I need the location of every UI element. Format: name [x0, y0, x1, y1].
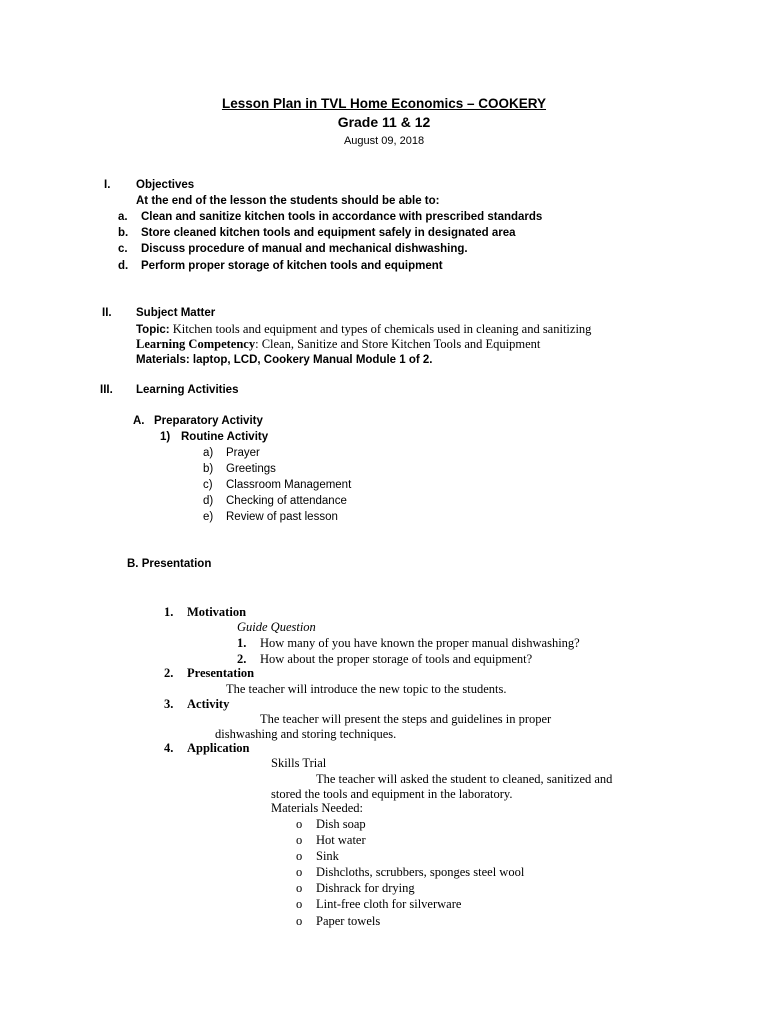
list-marker: d.	[118, 260, 129, 272]
routine-item: Checking of attendance	[226, 495, 347, 507]
list-marker: 1.	[164, 605, 174, 619]
preparatory-activity-heading: Preparatory Activity	[154, 415, 263, 427]
material-item: Sink	[316, 849, 339, 863]
list-marker: 2.	[164, 666, 174, 680]
list-marker: a.	[118, 211, 128, 223]
presentation-text: The teacher will introduce the new topic to the students.	[226, 682, 507, 696]
application-text: The teacher will asked the student to cleaned, sanitized and	[316, 772, 613, 786]
list-marker: 1.	[237, 636, 247, 650]
topic-label: Topic:	[136, 324, 170, 336]
bullet: o	[296, 881, 303, 895]
objective-item: Discuss procedure of manual and mechanical dishwashing.	[141, 243, 468, 255]
section-number: I.	[104, 179, 111, 191]
bullet: o	[296, 849, 303, 863]
list-marker: e)	[203, 511, 214, 523]
competency-text: : Clean, Sanitize and Store Kitchen Tools and Equipment	[255, 337, 541, 351]
section-number: III.	[100, 384, 113, 396]
routine-item: Prayer	[226, 447, 260, 459]
list-marker: c.	[118, 243, 128, 255]
objectives-intro: At the end of the lesson the students should be able to:	[136, 195, 440, 207]
section-heading-objectives: Objectives	[136, 179, 195, 191]
list-marker: b.	[118, 227, 129, 239]
list-marker: A.	[133, 415, 145, 427]
activity-heading: Activity	[187, 697, 230, 711]
list-marker: 1)	[160, 431, 171, 443]
guide-question-item: How many of you have known the proper manual dishwashing?	[260, 636, 580, 650]
objective-item: Clean and sanitize kitchen tools in accordance with prescribed standards	[141, 211, 543, 223]
competency-label: Learning Competency	[136, 337, 256, 351]
document-title: Lesson Plan in TVL Home Economics – COOKERY	[221, 96, 547, 111]
lesson-date: August 09, 2018	[343, 135, 425, 147]
list-marker: a)	[203, 447, 214, 459]
list-marker: 2.	[237, 652, 247, 666]
activity-text: The teacher will present the steps and guidelines in proper	[260, 712, 552, 726]
topic-text: Kitchen tools and equipment and types of chemicals used in cleaning and sanitizing	[169, 322, 592, 336]
activity-text: dishwashing and storing techniques.	[215, 727, 397, 741]
application-heading: Application	[187, 741, 250, 755]
presentation-heading: B. Presentation	[127, 558, 212, 570]
bullet: o	[296, 865, 303, 879]
list-marker: b)	[203, 463, 214, 475]
bullet: o	[296, 897, 303, 911]
section-heading-learning-activities: Learning Activities	[136, 384, 239, 396]
grade-level: Grade 11 & 12	[337, 114, 431, 130]
materials-line: Materials: laptop, LCD, Cookery Manual Module 1 of 2.	[136, 354, 433, 366]
guide-question-label: Guide Question	[237, 620, 316, 634]
routine-activity-heading: Routine Activity	[181, 431, 269, 443]
material-item: Lint-free cloth for silverware	[316, 897, 462, 911]
motivation-heading: Motivation	[187, 605, 247, 619]
routine-item: Review of past lesson	[226, 511, 338, 523]
competency-line	[136, 336, 540, 352]
presentation-subheading: Presentation	[187, 666, 255, 680]
objective-item: Store cleaned kitchen tools and equipment safely in designated area	[141, 227, 516, 239]
list-marker: c)	[203, 479, 213, 491]
section-heading-subject-matter: Subject Matter	[136, 307, 216, 319]
materials-needed-label: Materials Needed:	[271, 801, 363, 815]
guide-question-item: How about the proper storage of tools and equipment?	[260, 652, 533, 666]
material-item: Dish soap	[316, 817, 366, 831]
section-number: II.	[102, 307, 112, 319]
list-marker: 4.	[164, 741, 174, 755]
bullet: o	[296, 914, 303, 928]
bullet: o	[296, 817, 303, 831]
material-item: Dishcloths, scrubbers, sponges steel wool	[316, 865, 525, 879]
objective-item: Perform proper storage of kitchen tools and equipment	[141, 260, 443, 272]
routine-item: Greetings	[226, 463, 276, 475]
material-item: Dishrack for drying	[316, 881, 415, 895]
application-text: stored the tools and equipment in the laboratory.	[271, 787, 513, 801]
bullet: o	[296, 833, 303, 847]
skills-trial-label: Skills Trial	[271, 756, 327, 770]
material-item: Paper towels	[316, 914, 381, 928]
routine-item: Classroom Management	[226, 479, 352, 491]
list-marker: d)	[203, 495, 214, 507]
list-marker: 3.	[164, 697, 174, 711]
material-item: Hot water	[316, 833, 366, 847]
